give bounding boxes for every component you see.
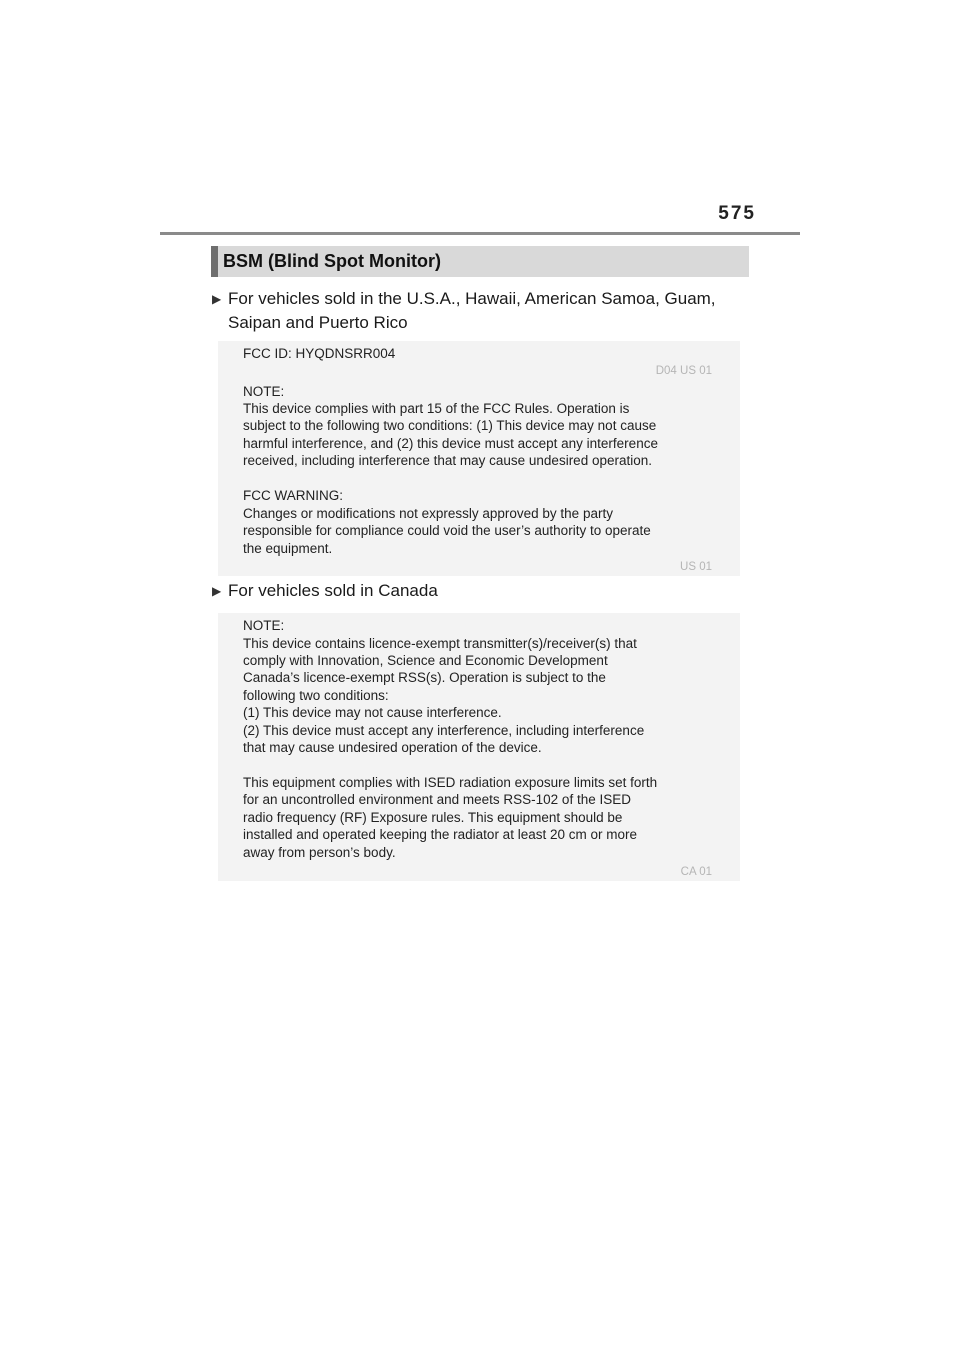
fcc-label-image	[218, 341, 740, 576]
label-code: CA 01	[680, 866, 712, 878]
label-line: (1) This device may not cause interference.	[243, 705, 502, 720]
label-line: received, including interference that may cause undesired operation.	[243, 453, 652, 468]
bullet-us-line1: For vehicles sold in the U.S.A., Hawaii, American Samoa, Guam,	[228, 289, 716, 308]
label-line: This equipment complies with ISED radiation exposure limits set forth	[243, 775, 658, 790]
bullet-ca-line1: For vehicles sold in Canada	[228, 581, 438, 600]
section-title: BSM (Blind Spot Monitor)	[223, 251, 441, 271]
label-line: This device complies with part 15 of the FCC Rules. Operation is	[243, 401, 630, 416]
label-line: NOTE:	[243, 384, 285, 399]
label-code: D04 US 01	[655, 365, 712, 377]
label-line: comply with Innovation, Science and Economic Development	[243, 653, 608, 668]
section-header	[211, 246, 749, 277]
label-line: FCC ID: HYQDNSRR004	[243, 346, 396, 361]
label-line: away from person’s body.	[243, 845, 396, 860]
label-code: US 01	[680, 561, 712, 573]
label-line: harmful interference, and (2) this device must accept any interference	[243, 436, 658, 451]
label-line: the equipment.	[243, 541, 333, 556]
bullet-us	[212, 287, 752, 335]
label-line: Canada’s licence-exempt RSS(s). Operation is subject to the	[243, 670, 606, 685]
label-line: radio frequency (RF) Exposure rules. This equipment should be	[243, 810, 623, 825]
label-line: This device contains licence-exempt transmitter(s)/receiver(s) that	[243, 636, 637, 651]
ised-label-image	[218, 613, 740, 881]
label-line: for an uncontrolled environment and meets RSS-102 of the ISED	[243, 792, 631, 807]
label-line: (2) This device must accept any interference, including interference	[243, 723, 645, 738]
label-line: that may cause undesired operation of the device.	[243, 740, 542, 755]
triangle-right-icon: ▶	[212, 584, 222, 598]
label-line: subject to the following two conditions: (1) This device may not cause	[243, 418, 657, 433]
triangle-right-icon: ▶	[212, 292, 222, 306]
label-line: NOTE:	[243, 618, 285, 633]
page-number: 575	[718, 203, 756, 224]
label-line: following two conditions:	[243, 688, 389, 703]
label-line: installed and operated keeping the radiator at least 20 cm or more	[243, 827, 637, 842]
bullet-ca	[212, 579, 752, 603]
label-line: FCC WARNING:	[243, 488, 343, 503]
label-line: Changes or modifications not expressly approved by the party	[243, 506, 613, 521]
header-rule	[160, 232, 800, 235]
bullet-us-line2: Saipan and Puerto Rico	[228, 313, 408, 332]
label-line: responsible for compliance could void the user’s authority to operate	[243, 523, 651, 538]
